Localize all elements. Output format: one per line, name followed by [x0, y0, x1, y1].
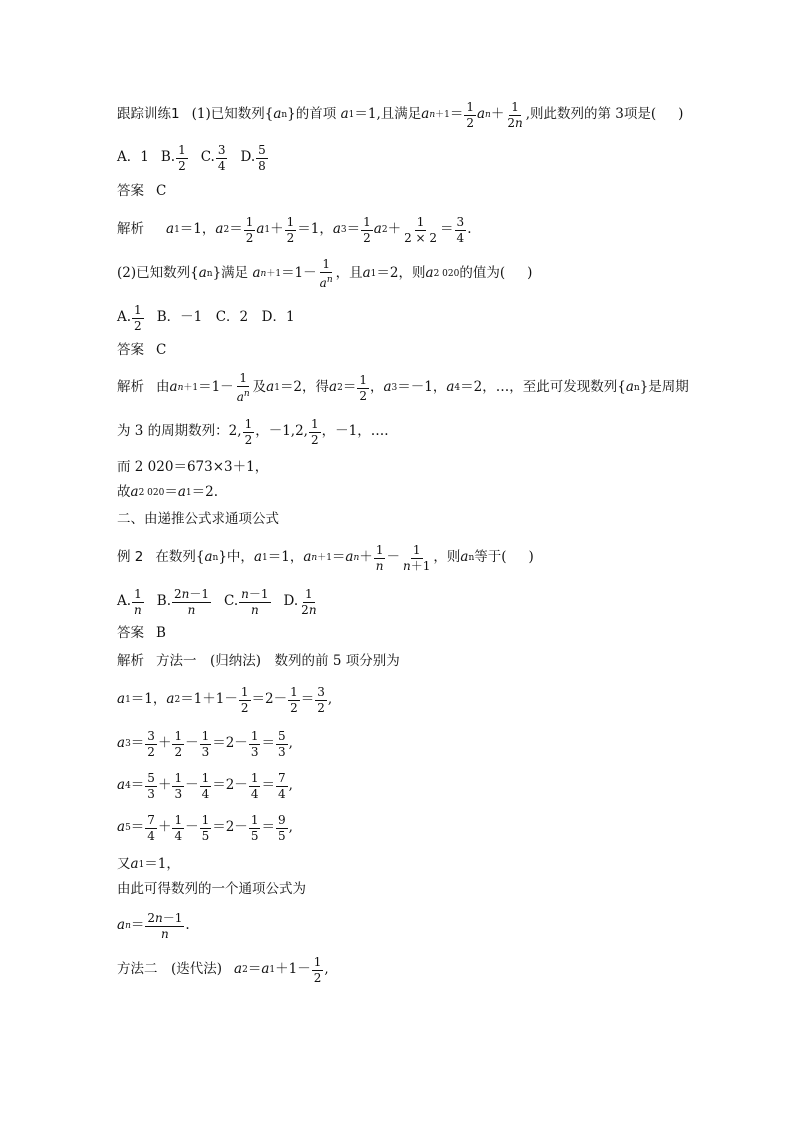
q2-analysis: 解析 由 a n＋1 ＝1－ 1 $a^n$ 及 a 1 ＝2 ，得 a 2 ＝ 1 2 ， a 3 ＝－1 ， a 4 ＝2 ，…，至此可发现数列{ a n }是周期 — [117, 371, 689, 404]
q2-option-a: A. — [117, 309, 132, 326]
q1-option-c: C. — [200, 149, 215, 166]
q1-answer: C — [156, 183, 167, 200]
q2-answer-line: 答案 C — [117, 342, 167, 359]
ex2-conclusion: 由此可得数列的一个通项公式为 — [117, 881, 306, 898]
q1-option-d: D. — [240, 149, 256, 166]
tracking-title: 跟踪训练1 — [117, 106, 180, 123]
ex2-option-b: B. — [156, 593, 171, 610]
ex2-term-a5: a 5 ＝ 7 4 ＋ 1 4 － 1 5 ＝2－ 1 5 ＝ 9 5 , — [117, 812, 293, 843]
q1-label: (1) — [191, 106, 211, 123]
ex2-term-a3: a 3 ＝ 3 2 ＋ 1 2 － 1 3 ＝2－ 1 3 ＝ 5 3 , — [117, 728, 293, 759]
q2-answer: C — [156, 342, 167, 359]
q1-analysis: 解析 a 1 ＝1， a 2 ＝ 1 2 a 1 ＋ 1 2 ＝1， a 3 ＝ 1 2 a 2 ＋ 1 2 × 2 ＝ 3 4 . — [117, 214, 472, 245]
q1-options: A．1 B. 1 2 C. 3 4 D. 5 8 — [117, 142, 266, 173]
q2-line3: 而 2 020＝673×3＋1， — [117, 459, 269, 476]
ex2-options: A. 1 n B. 2n－1 n C. n－1 n D. 1 2n — [117, 586, 317, 617]
ex2-option-d: D. — [283, 593, 299, 610]
q2-label: (2) — [117, 265, 137, 282]
q1-option-a: A．1 — [117, 149, 149, 166]
section-title: 二、由递推公式求通项公式 — [117, 511, 279, 528]
ex2-general-term: a n ＝ 2n－1 n . — [117, 910, 190, 941]
q1-stem-line: 跟踪训练1 (1) 已知数列{ a n }的首项 a 1 ＝1 ,且满足 a n＋1 ＝ 1 2 a n ＋ 1 2n ,则此数列的第 3项是( ) — [117, 99, 684, 130]
ex2-method2-line: 方法二 (迭代法) a 2 ＝ a 1 ＋1－ 1 2 , — [117, 954, 329, 985]
ex2-term-a2: a 1 ＝1， a 2 ＝1＋1－ 1 2 ＝2－ 1 2 ＝ 3 2 , — [117, 684, 333, 715]
ex2-answer: B — [156, 625, 166, 642]
q2-line4: 故 a 2 020 ＝ a 1 ＝2. — [117, 484, 219, 501]
q2-option-bcd: B．－1 C．2 D．1 — [156, 309, 295, 326]
q2-options: A. 1 2 B．－1 C．2 D．1 — [117, 302, 295, 333]
ex2-again-line: 又 a 1 ＝1 ， — [117, 856, 180, 873]
ex2-term-a4: a 4 ＝ 5 3 ＋ 1 3 － 1 4 ＝2－ 1 4 ＝ 7 4 , — [117, 770, 293, 801]
q1-option-b: B. — [160, 149, 176, 166]
q1-answer-line: 答案 C — [117, 183, 167, 200]
ex2-label: 例 2 — [117, 549, 144, 566]
ex2-option-a: A. — [117, 593, 132, 610]
ex2-method1-line: 解析 方法一 (归纳法) 数列的前 5 项分别为 — [117, 653, 400, 670]
q2-stem-line: (2) 已知数列{ a n }满足 a n＋1 ＝1－ 1 $a^n$ ，且 a 1 ＝2 ，则 a 2 020 的值为( ) — [117, 257, 533, 290]
ex2-answer-line: 答案 B — [117, 625, 166, 642]
ex2-stem-line: 例 2 在数列{ a n }中， a 1 ＝1 ， a n＋1 ＝ a n ＋ 1 n － 1 n＋1 ，则 a n 等于( ) — [117, 542, 534, 573]
ex2-option-c: C. — [224, 593, 239, 610]
q2-period-line: 为 3 的周期数列：2, 1 2 ，－1,2, 1 2 ，－1，…. — [117, 416, 389, 447]
